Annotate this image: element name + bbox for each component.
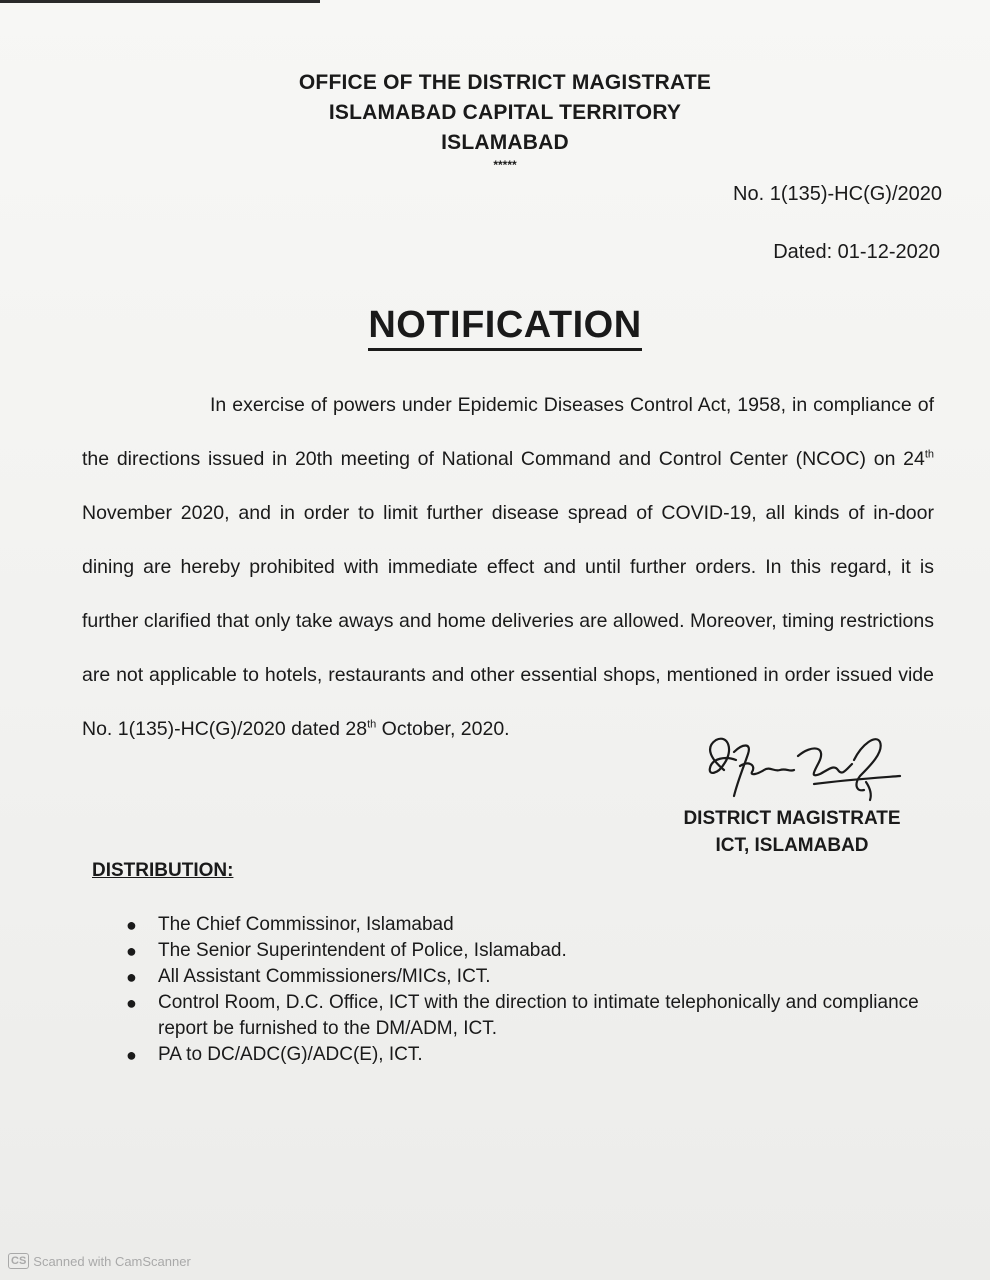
signature-image [694,730,914,810]
signatory-block [682,805,902,859]
distribution-item [122,912,922,938]
signatory-office: ICT, ISLAMABAD [715,835,869,856]
body-superscript-2: th [367,718,377,731]
notification-title [0,304,990,347]
distribution-heading: DISTRIBUTION: [92,860,234,881]
bullet-icon: ● [126,941,137,961]
bullet-icon: ● [126,1045,137,1065]
body-part-1: In exercise of powers under Epidemic Diseases Control Act, 1958, in compliance of the directions issued in 20th meeting of National Command and Control Center (NCOC) on 24 [82,394,934,470]
notification-body [82,378,934,756]
distribution-item-text: Control Room, D.C. Office, ICT with the direction to intimate telephonically and compliance report be furnished to the DM/ADM, ICT. [158,992,919,1039]
scanner-watermark [8,1253,191,1269]
distribution-item [122,964,922,990]
camscanner-logo-icon: CS [8,1253,29,1269]
bullet-icon: ● [126,993,137,1013]
bullet-icon: ● [126,915,137,935]
bullet-icon: ● [126,967,137,987]
distribution-item [122,990,922,1042]
scan-edge-line [0,0,320,3]
header-line-3: ISLAMABAD [441,131,569,154]
distribution-item-text: The Senior Superintendent of Police, Islamabad. [158,940,567,961]
distribution-item [122,938,922,964]
distribution-item [122,1042,922,1068]
office-header [0,68,990,172]
signatory-title: DISTRICT MAGISTRATE [683,808,901,829]
distribution-list [122,912,922,1068]
title-text: NOTIFICATION [368,304,641,351]
body-part-2: November 2020, and in order to limit further disease spread of COVID-19, all kinds of in-door dining are hereby prohibited with immediate effect and until further orders. In this regard, it is further clarified that only take aways and home deliveries are allowed. Moreover, timing restrictions are not applicable to hotels, restaurants and other essential shops, mentioned in order issued vide No. 1(135)-HC(G)/2020 dated 28 [82,502,934,740]
header-line-1: OFFICE OF THE DISTRICT MAGISTRATE [298,71,712,94]
scanner-watermark-text: Scanned with CamScanner [33,1253,191,1269]
distribution-item-text: The Chief Commissinor, Islamabad [158,914,454,935]
distribution-item-text: PA to DC/ADC(G)/ADC(E), ICT. [158,1044,423,1065]
header-stars: ***** [493,158,517,172]
body-part-3: October, 2020. [376,718,510,740]
date-line: Dated: 01-12-2020 [773,241,940,263]
distribution-item-text: All Assistant Commissioners/MICs, ICT. [158,966,491,987]
body-superscript-1: th [924,448,934,461]
reference-number: No. 1(135)-HC(G)/2020 [733,183,942,205]
header-line-2: ISLAMABAD CAPITAL TERRITORY [328,101,682,124]
